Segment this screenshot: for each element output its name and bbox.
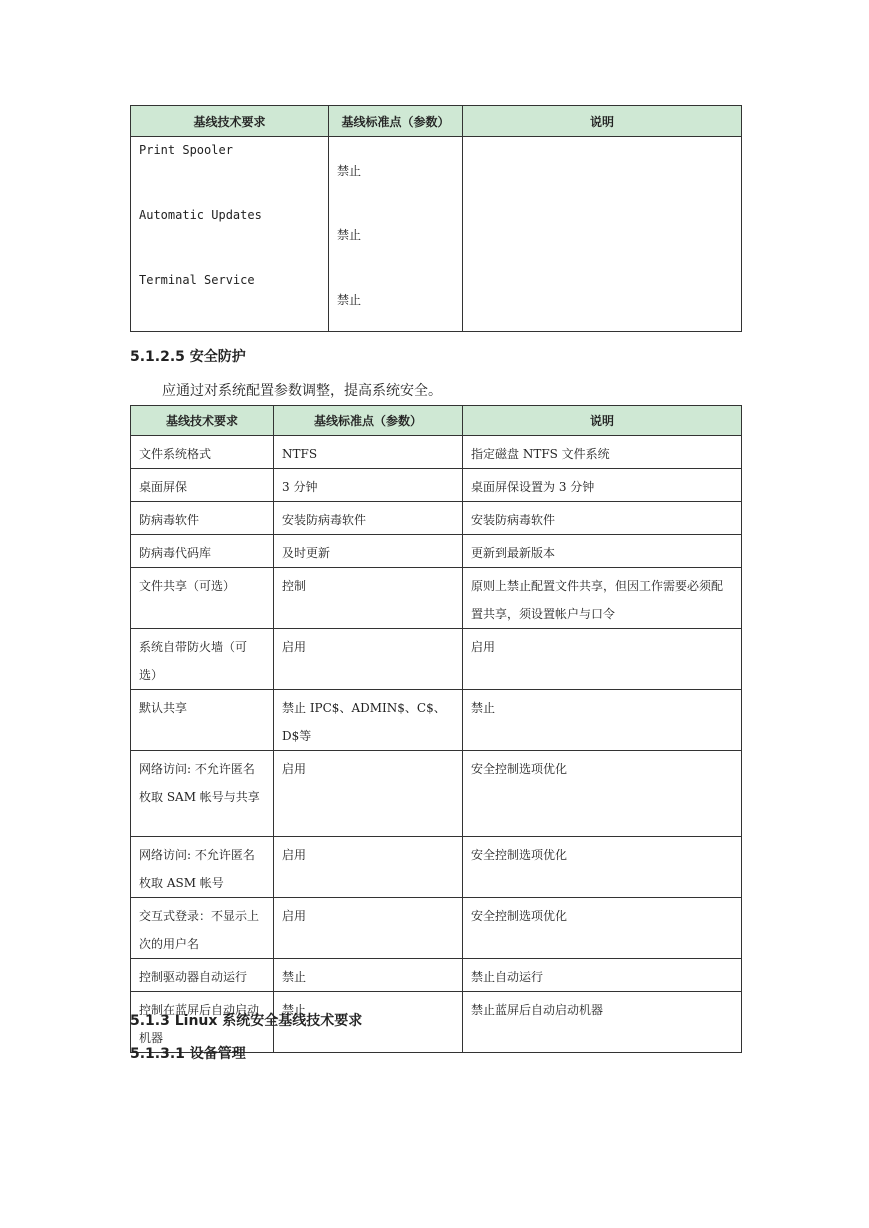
table-row: [131, 959, 742, 992]
requirement-cell: 网络访问: 不允许匿名枚取 ASM 帐号: [131, 837, 274, 898]
requirement-cell: 默认共享: [131, 690, 274, 751]
service-param: 禁止: [337, 164, 362, 178]
table-row: [131, 469, 742, 502]
table-row: [131, 568, 742, 629]
service-name: Print Spooler: [139, 143, 233, 157]
note-cell: 原则上禁止配置文件共享，但因工作需要必须配置共享，须设置帐户与口令: [463, 568, 742, 629]
requirement-cell: 文件系统格式: [131, 436, 274, 469]
note-cell: 启用: [463, 629, 742, 690]
standard-cell: 安装防病毒软件: [274, 502, 463, 535]
table-header-row: [131, 106, 742, 137]
requirement-cell: 网络访问: 不允许匿名枚取 SAM 帐号与共享: [131, 751, 274, 837]
standard-cell: NTFS: [274, 436, 463, 469]
header-standard: 基线标准点（参数）: [329, 106, 463, 137]
table-row: [131, 535, 742, 568]
services-table: [130, 105, 742, 332]
section-heading: 5.1.3 Linux 系统安全基线技术要求: [130, 1013, 363, 1029]
section-heading: 5.1.3.1 设备管理: [130, 1046, 246, 1062]
standard-cell: 禁止 IPC$、ADMIN$、C$、D$等: [274, 690, 463, 751]
note-cell: 安全控制选项优化: [463, 898, 742, 959]
table-row: [131, 629, 742, 690]
standard-cell: 禁止: [274, 959, 463, 992]
requirement-cell: 文件共享（可选）: [131, 568, 274, 629]
header-requirement: 基线技术要求: [131, 106, 329, 137]
service-name: Terminal Service: [139, 273, 255, 287]
note-cell: 禁止: [463, 690, 742, 751]
note-cell: 桌面屏保设置为 3 分钟: [463, 469, 742, 502]
note-cell: 安全控制选项优化: [463, 751, 742, 837]
note-cell: 更新到最新版本: [463, 535, 742, 568]
services-cell: [131, 137, 329, 332]
header-note: 说明: [463, 106, 742, 137]
standard-cell: 3 分钟: [274, 469, 463, 502]
requirement-cell: 交互式登录：不显示上次的用户名: [131, 898, 274, 959]
table-row: [131, 502, 742, 535]
standard-cell: 启用: [274, 837, 463, 898]
header-requirement: 基线技术要求: [131, 406, 274, 436]
header-standard: 基线标准点（参数）: [274, 406, 463, 436]
service-name: Automatic Updates: [139, 208, 262, 222]
security-table: [130, 405, 742, 1053]
section-intro: 应通过对系统配置参数调整，提高系统安全。: [162, 383, 442, 399]
standard-cell: 及时更新: [274, 535, 463, 568]
header-note: 说明: [463, 406, 742, 436]
standard-cell: 控制: [274, 568, 463, 629]
note-cell: 禁止蓝屏后自动启动机器: [463, 992, 742, 1053]
table-row: [131, 690, 742, 751]
table-header-row: [131, 406, 742, 436]
service-param: 禁止: [337, 293, 362, 307]
service-param: 禁止: [337, 228, 362, 242]
note-cell: 禁止自动运行: [463, 959, 742, 992]
standard-cell: 启用: [274, 898, 463, 959]
standard-cell: 禁止: [274, 992, 463, 1053]
table-row: [131, 898, 742, 959]
requirement-cell: 防病毒软件: [131, 502, 274, 535]
table-row: [131, 436, 742, 469]
table-body: [131, 436, 742, 1053]
requirement-cell: 防病毒代码库: [131, 535, 274, 568]
note-cell: [463, 137, 742, 332]
requirement-cell: 桌面屏保: [131, 469, 274, 502]
section-heading: 5.1.2.5 安全防护: [130, 349, 246, 365]
note-cell: 指定磁盘 NTFS 文件系统: [463, 436, 742, 469]
standard-cell: 启用: [274, 751, 463, 837]
table-row: [131, 837, 742, 898]
standard-cell: 启用: [274, 629, 463, 690]
requirement-cell: 控制驱动器自动运行: [131, 959, 274, 992]
table-row: [131, 137, 742, 332]
params-cell: [329, 137, 463, 332]
requirement-cell: 系统自带防火墙（可选）: [131, 629, 274, 690]
note-cell: 安装防病毒软件: [463, 502, 742, 535]
table-row: [131, 751, 742, 837]
note-cell: 安全控制选项优化: [463, 837, 742, 898]
requirement-cell: 控制在蓝屏后自动启动机器: [131, 992, 274, 1053]
